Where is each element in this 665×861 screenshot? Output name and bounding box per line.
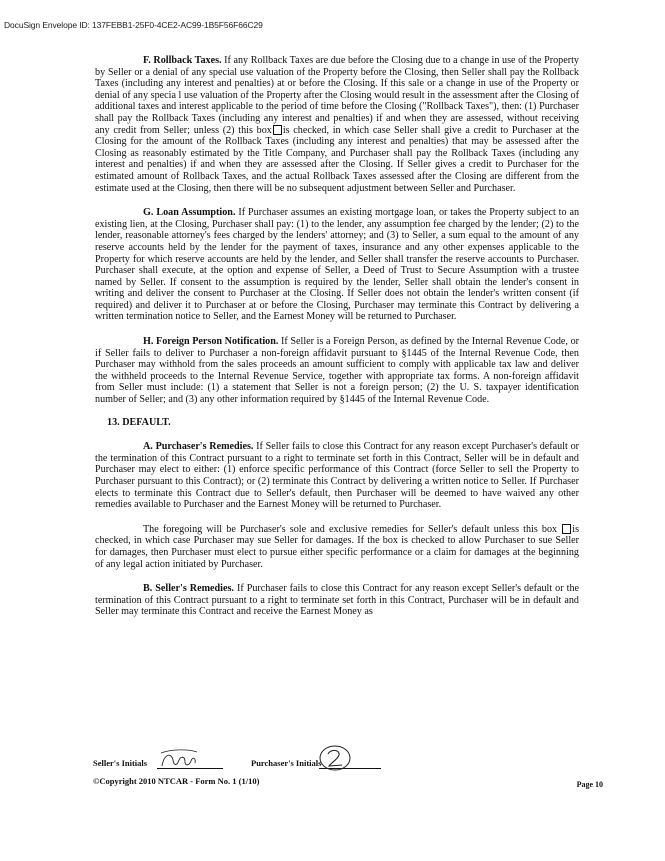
- section-g-text: If Purchaser assumes an existing mortgage loan, or takes the Property subject to an existing lien, at the Closing, Purchaser shall pay: (1) to the lender, any assumption fee charged by the lender; (2) to the lender, reasonable attorney's fees charged by the lenders' attorney; and (3) to Seller, a sum equal to the amount of any reserve accounts held by the lender for the payment of taxes, insurance and any other expenses applicable to the Property for which reserve accounts are held by the lender, and Seller shall transfer the reserve accounts to Purchaser. Purchaser shall execute, at the option and expense of Seller, a Deed of Trust to Secure Assumption with a trustee named by Seller. If consent to the assumption is required by the lender, Seller shall obtain the lender's consent in writing and deliver the consent to Purchaser at the Closing. If Seller does not obtain the lender's written consent (if required) and deliver it to Purchaser at or before the Closing, Purchaser may terminate this Contract by delivering a written termination notice to Seller, and the Earnest Money will be returned to Purchaser.: [95, 207, 580, 323]
- page-footer: [93, 748, 613, 789]
- rollback-taxes-checkbox[interactable]: [273, 125, 282, 135]
- foregoing-text-1: The foregoing will be Purchaser's sole and exclusive remedies for Seller's default unless this box: [143, 523, 558, 535]
- section-f-text-1: If any Rollback Taxes are due before the Closing due to a change in use of the Property by Seller or a denial of any special use valuation of the Property before the Closing, then Seller shall pay the Rollback Taxes (including any interest and penalties) at or before the Closing. If this sale or a change in use of the Property or denial of any specia l use valuation of the Property after the Closing would result in the assessment after the Closing of additional taxes and interest applicable to the period of time before the Closing ("Rollback Taxes"), then: (1) Purchaser shall pay the Rollback Taxes (including any interest and penalties) if and when they are assessed, without receiving any credit from Seller; unless (2) this box: [95, 55, 579, 136]
- section-h-heading: H. Foreign Person Notification.: [143, 336, 279, 348]
- section-h-text: If Seller is a Foreign Person, as defined by the Internal Revenue Code, or if Seller fails to deliver to Purchaser a non-foreign affidavit pursuant to §1445 of the Internal Revenue Code, then Purchaser may withhold from the sales proceeds an amount sufficient to comply with applicable tax law and deliver the withheld proceeds to the Internal Revenue Service, together with appropriate tax forms. A non-foreign affidavit from Seller must include: (1) a statement that Seller is not a foreign person; (2) the U. S. taxpayer identification number of Seller; and (3) any other information required by §1445 of the Internal Revenue Code.: [95, 336, 579, 406]
- purchaser-initials-label: Purchaser's Initials: [251, 758, 322, 768]
- section-g-heading: G. Loan Assumption.: [143, 207, 236, 219]
- foregoing-remedies-paragraph: [95, 524, 579, 570]
- section-f-text-2: is checked, in which case Seller shall give a credit to Purchaser at the Closing for the amount of the Rollback Taxes (including any interest and penalties) that may be assessed after the Closing as reasonably estimated by the Title Company, and Purchaser shall pay the Rollback Taxes (including any interest and penalties) if and when they are assessed after the Closing. If Seller gives a credit to Purchaser for the estimated amount of Rollback Taxes, and the actual Rollback Taxes assessed after the Closing are different from the estimate used at the Closing, then there will be no subsequent adjustment between Seller and Purchaser.: [95, 124, 579, 194]
- contract-body: [95, 55, 579, 631]
- section-a-heading: A. Purchaser's Remedies.: [143, 441, 254, 453]
- page-number: Page 10: [576, 780, 603, 789]
- foregoing-text-2: is checked, in which case Purchaser may sue Seller for damages. If the box is checked to allow Purchaser to sue Seller for damages, then Purchaser must elect to pursue either specific performance or a claim for damages at the beginning of any legal action initiated by Purchaser.: [95, 523, 580, 570]
- section-g-loan-assumption: [95, 207, 579, 323]
- section-b-heading: B. Seller's Remedies.: [143, 583, 234, 595]
- initials-row: [93, 748, 613, 774]
- section-b-text: If Purchaser fails to close this Contract for any reason except Seller's default or the termination of this Contract pursuant to a right to terminate set forth in this Contract, Purchaser will be in default and Seller may terminate this Contract and receive the Earnest Money as: [95, 583, 579, 618]
- section-h-foreign-person: [95, 336, 579, 406]
- seller-initials-label: Seller's Initials: [93, 758, 148, 768]
- section-a-purchaser-remedies: [95, 441, 579, 511]
- section-f-rollback-taxes: [95, 55, 579, 194]
- section-f-heading: F. Rollback Taxes.: [143, 55, 222, 66]
- purchaser-initials-signature-icon: [317, 744, 353, 772]
- section-a-text: If Seller fails to close this Contract for any reason except Purchaser's default or the termination of this Contract pursuant to a right to terminate set forth in this Contract, Seller will be in default and Purchaser may elect to either: (1) enforce specific performance of this Contract (force Seller to sell the Property to Purchaser pursuant to this Contract); or (2) terminate this Contract by delivering a written notice to Seller. If Purchaser elects to terminate this Contract due to Seller's default, then Purchaser will be deemed to have waived any other remedies available to Purchaser and the Earnest Money will be returned to Purchaser.: [95, 441, 580, 511]
- seller-initials-signature-icon: [159, 748, 199, 770]
- default-section-heading: 13. DEFAULT.: [107, 416, 171, 428]
- sue-for-damages-checkbox[interactable]: [562, 524, 571, 534]
- section-b-seller-remedies: [95, 583, 579, 618]
- copyright-notice: ©Copyright 2010 NTCAR - Form No. 1 (1/10): [93, 776, 260, 786]
- docusign-envelope-id: DocuSign Envelope ID: 137FEBB1-25F0-4CE2-AC99-1B5F56F66C29: [4, 20, 263, 30]
